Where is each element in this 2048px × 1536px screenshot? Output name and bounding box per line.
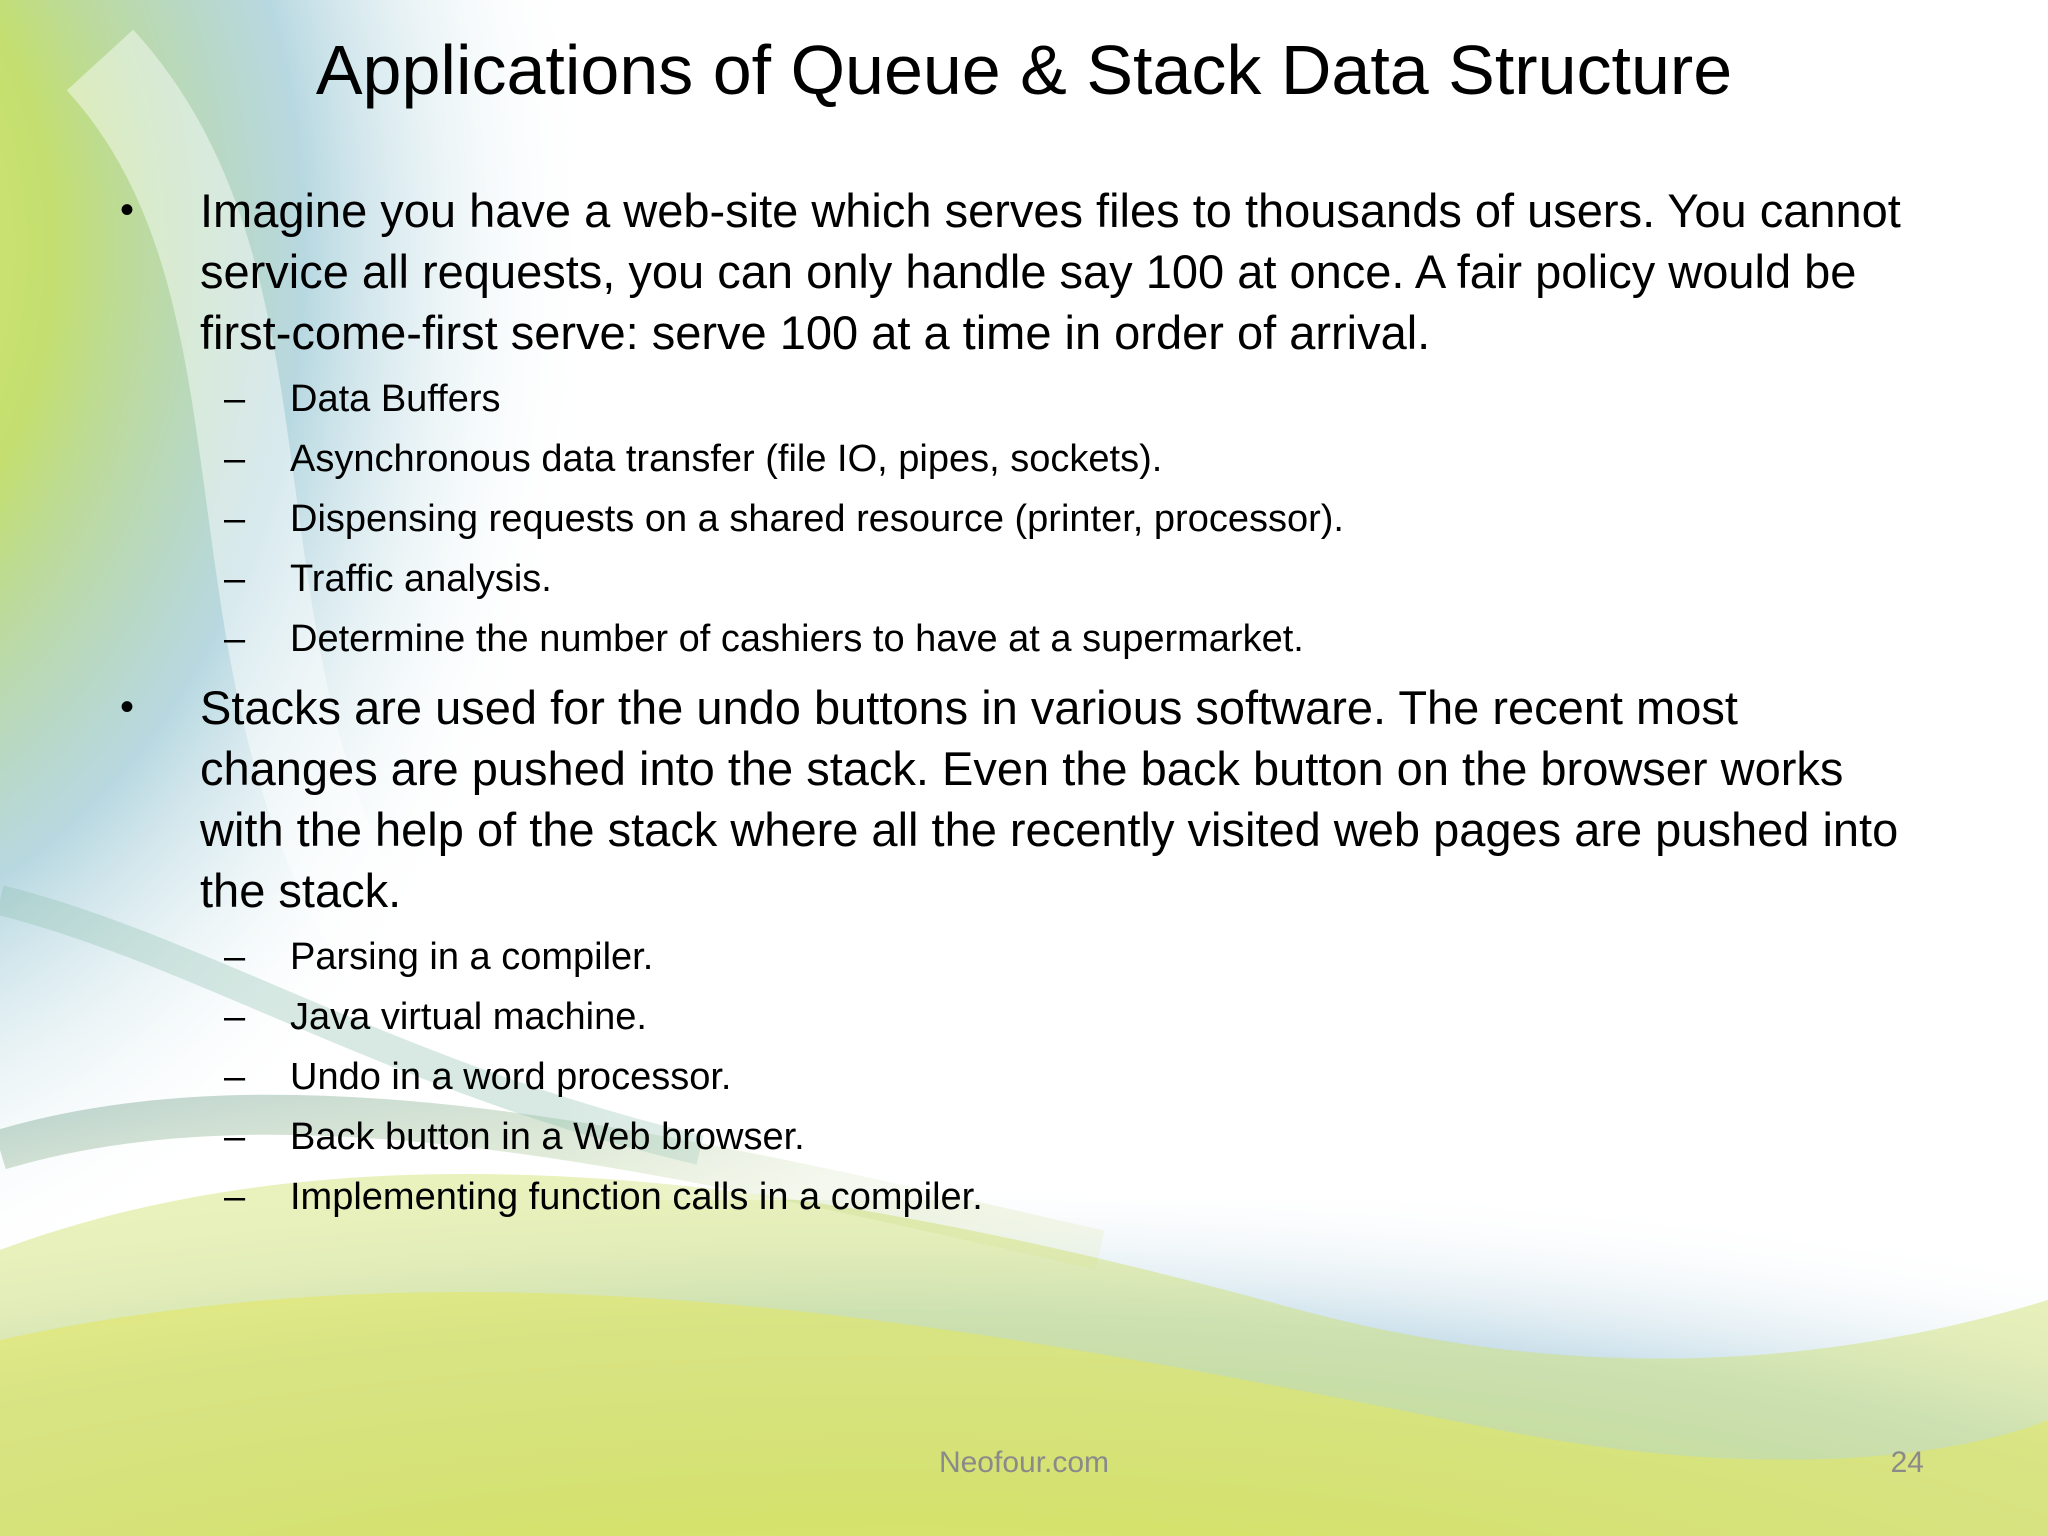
sub-item-text: Parsing in a compiler.: [290, 936, 654, 978]
dash-marker: –: [224, 1176, 246, 1218]
slide-content: [120, 180, 1920, 1235]
sub-item-text: Java virtual machine.: [290, 996, 647, 1038]
sub-list-item: [120, 1167, 1920, 1227]
sub-list-item: [120, 927, 1920, 987]
bullet-dot: •: [120, 188, 135, 232]
dash-marker: –: [224, 618, 246, 660]
bullet-item: [120, 677, 1920, 921]
sub-list-item: [120, 369, 1920, 429]
sub-item-text: Determine the number of cashiers to have at a supermarket.: [290, 618, 1304, 660]
sub-list-item: [120, 549, 1920, 609]
bullet-text: Imagine you have a web-site which serves files to thousands of users. You cannot service all requests, you can only handle say 100 at once. A fair policy would be first-come-first serve: serve 100 at a time in order of arrival.: [200, 184, 1901, 359]
sub-list-item: [120, 1107, 1920, 1167]
dash-marker: –: [224, 498, 246, 540]
sub-item-text: Traffic analysis.: [290, 558, 552, 600]
sub-list: [120, 369, 1920, 669]
footer-text: Neofour.com: [938, 1446, 1110, 1479]
sub-list-item: [120, 429, 1920, 489]
page-number: 24: [1890, 1446, 1924, 1479]
sub-item-text: Asynchronous data transfer (file IO, pipes, sockets).: [290, 438, 1163, 480]
sub-item-text: Data Buffers: [290, 378, 501, 420]
dash-marker: –: [224, 996, 246, 1038]
bullet-text: Stacks are used for the undo buttons in various software. The recent most changes are pushed into the stack. Even the back button on the browser works with the help of the stack where all the recently visited web pages are pushed into the stack.: [200, 681, 1899, 917]
sub-list-item: [120, 987, 1920, 1047]
bullet-dot: •: [120, 685, 135, 729]
sub-item-text: Undo in a word processor.: [290, 1056, 732, 1098]
dash-marker: –: [224, 1056, 246, 1098]
sub-item-text: Back button in a Web browser.: [290, 1116, 805, 1158]
sub-item-text: Dispensing requests on a shared resource (printer, processor).: [290, 498, 1344, 540]
sub-list-item: [120, 1047, 1920, 1107]
dash-marker: –: [224, 936, 246, 978]
sub-list: [120, 927, 1920, 1227]
sub-list-item: [120, 489, 1920, 549]
bullet-item: [120, 180, 1920, 363]
dash-marker: –: [224, 1116, 246, 1158]
dash-marker: –: [224, 438, 246, 480]
slide-title: Applications of Queue & Stack Data Structure: [315, 31, 1733, 109]
dash-marker: –: [224, 378, 246, 420]
dash-marker: –: [224, 558, 246, 600]
sub-item-text: Implementing function calls in a compiler.: [290, 1176, 983, 1218]
sub-list-item: [120, 609, 1920, 669]
